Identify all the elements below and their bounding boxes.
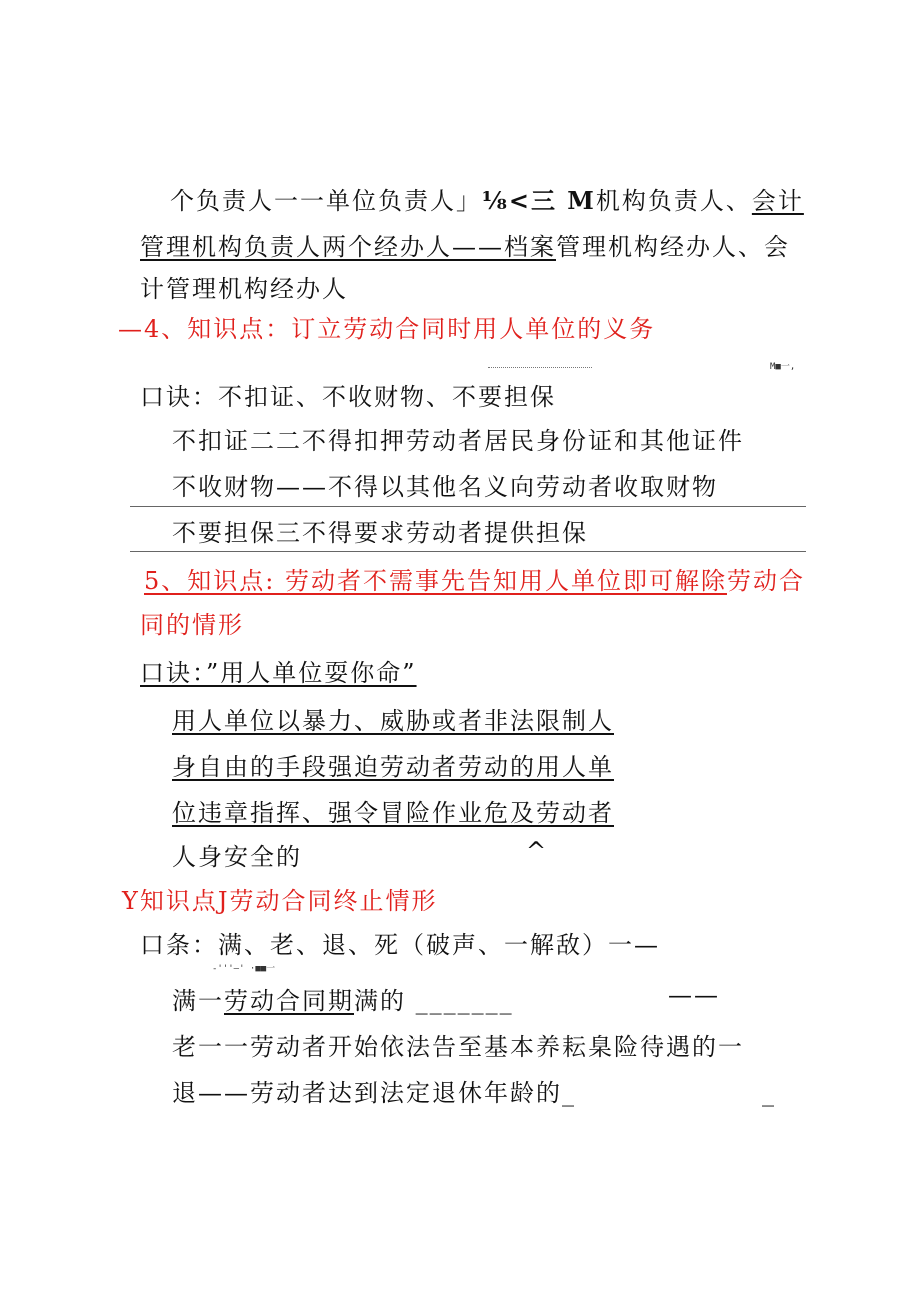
section-5-heading-line2: 同的情形	[140, 611, 244, 639]
small-mark: -'''—' ·■■一	[212, 964, 276, 974]
section-5-item-3: 位违章指挥、强令冒险作业危及劳动者	[172, 799, 614, 827]
text-line-2	[140, 230, 790, 264]
line1-part-a: 个负责人一一单位负责人」	[170, 187, 482, 215]
section-6-line-tui: 退——劳动者达到法定退休年龄的_	[172, 1079, 576, 1107]
section-6-line-man	[172, 984, 514, 1018]
section-5-heading	[144, 564, 805, 598]
line1-part-c: 机构负责人、	[595, 187, 752, 215]
text-line-1	[170, 184, 804, 218]
section-6-heading: Y知识点J劳动合同终止情形	[122, 887, 438, 915]
section-6-man-right: ——	[668, 981, 720, 1009]
section-5-mnemonic: 口诀：”用人单位耍你命”	[140, 659, 417, 687]
line1-part-d: 会计	[751, 187, 804, 215]
divider-rule-1	[130, 506, 806, 507]
section-6-tui-right: _	[762, 1079, 776, 1107]
section-4-heading: —4、知识点：订立劳动合同时用人单位的义务	[118, 315, 656, 343]
divider-rule-2	[130, 551, 806, 552]
section-5-heading-a: 5、知识点: 劳动者不需事先告知用人单位即可解除	[144, 567, 727, 595]
small-mark-right: M■一,	[770, 362, 796, 372]
line1-part-b: ⅛<三 M	[482, 186, 596, 215]
section-6-mnemonic: 口条：满、老、退、死（破声、一解敌）一—	[140, 931, 660, 959]
section-4-item-2: 不收财物——不得以其他名义向劳动者收取财物	[172, 473, 718, 501]
man-part-a: 满一	[172, 987, 224, 1015]
line2-part-b: 管理机构经办人、会	[556, 233, 790, 261]
section-6-line-lao: 老一一劳动者开始依法告至基本养耘臬险待遇的一	[172, 1033, 744, 1061]
section-5-item-4: 人身安全的	[172, 843, 302, 871]
man-part-b: 劳动合同期	[224, 987, 354, 1015]
section-5-item-1: 用人单位以暴力、威胁或者非法限制人	[172, 707, 614, 735]
line2-part-a: 管理机构负责人两个经办人——档案	[140, 233, 556, 261]
caret-mark: ^	[526, 837, 549, 865]
section-5-item-2: 身自由的手段强迫劳动者劳动的用人单	[172, 753, 614, 781]
man-part-c: 满的 _______	[354, 987, 514, 1015]
section-4-item-3: 不要担保三不得要求劳动者提供担保	[172, 519, 588, 547]
section-5-heading-b: 劳动合	[726, 567, 805, 595]
text-line-3: 计管理机构经办人	[140, 275, 348, 303]
section-4-mnemonic: 口诀：不扣证、不收财物、不要担保	[140, 383, 556, 411]
dotted-rule	[488, 367, 592, 368]
section-4-item-1: 不扣证二二不得扣押劳动者居民身份证和其他证件	[172, 427, 744, 455]
